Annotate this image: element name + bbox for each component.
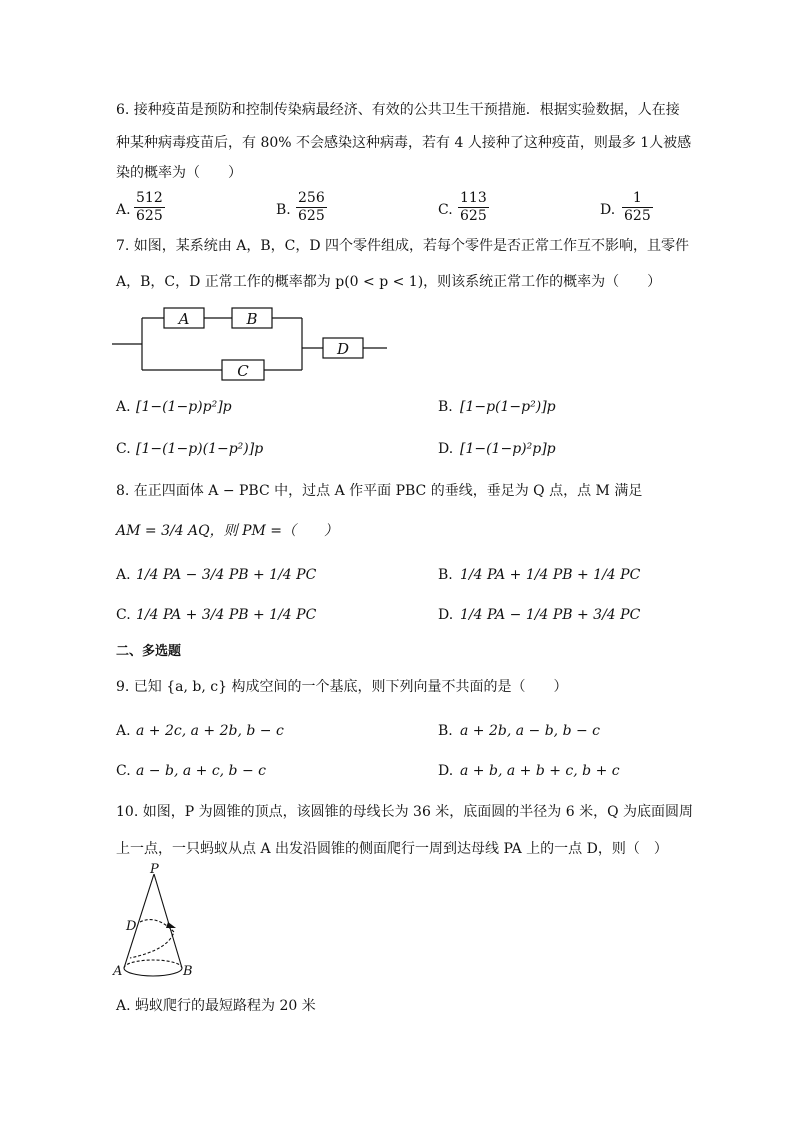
circuit-diagram: [112, 303, 392, 383]
q8-option-c-expr: 1/4 PA + 3/4 PB + 1/4 PC: [136, 607, 317, 623]
q7-option-a-label: A.: [116, 399, 131, 415]
q7-line2: A，B，C，D 正常工作的概率都为 p(0 < p < 1)，则该系统正常工作的概率为（ ）: [116, 274, 662, 290]
q8-option-c-label: C.: [116, 607, 131, 623]
q9-option-a-label: A.: [116, 723, 131, 739]
q7-option-b-expr: [1−p(1−p²)]p: [460, 399, 556, 415]
fraction-numerator: 113: [460, 190, 487, 206]
q6-option-b-fraction: [296, 190, 327, 225]
box-d-label: D: [336, 340, 350, 358]
q6-line2: 种某种病毒疫苗后，有 80% 不会感染这种病毒，若有 4 人接种了这种疫苗，则最多 1人被感: [116, 135, 692, 151]
q8-line2: AM = 3/4 AQ，则 PM =（ ）: [116, 523, 339, 539]
q6-option-a-label: A.: [116, 202, 131, 218]
fraction-numerator: 1: [632, 190, 642, 206]
box-b-label: B: [246, 310, 258, 328]
q6-option-d-fraction: [622, 190, 653, 225]
fraction-denominator: 625: [460, 208, 487, 224]
q6-line3: 染的概率为（ ）: [116, 165, 242, 181]
label-d: D: [126, 919, 137, 934]
q7-option-c-label: C.: [116, 441, 131, 457]
fraction-numerator: 256: [298, 190, 325, 206]
q10-option-a: A. 蚂蚁爬行的最短路程为 20 米: [116, 998, 316, 1014]
q10-line1: 10. 如图，P 为圆锥的顶点，该圆锥的母线长为 36 米，底面圆的半径为 6 米，Q 为底面圆周: [116, 804, 694, 820]
q8-line1: 8. 在正四面体 A − PBC 中，过点 A 作平面 PBC 的垂线，垂足为 Q 点，点 M 满足: [116, 483, 643, 499]
q6-option-a-fraction: [134, 190, 165, 225]
box-a-label: A: [178, 310, 190, 328]
q6-option-b-label: B.: [276, 202, 291, 218]
q6-option-c-label: C.: [438, 202, 453, 218]
fraction-denominator: 625: [136, 208, 163, 224]
q7-option-c-expr: [1−(1−p)(1−p²)]p: [136, 441, 264, 457]
q8-option-b-label: B.: [438, 567, 453, 583]
q6-line1: 6. 接种疫苗是预防和控制传染病最经济、有效的公共卫生干预措施．根据实验数据，人在接: [116, 102, 680, 118]
q9-option-c-expr: a − b, a + c, b − c: [136, 763, 266, 779]
q9-option-d-label: D.: [438, 763, 454, 779]
q7-option-a-expr: [1−(1−p)p²]p: [136, 399, 232, 415]
q9-line1: 9. 已知 {a, b, c} 构成空间的一个基底，则下列向量不共面的是（ ）: [116, 679, 568, 695]
q8-option-d-expr: 1/4 PA − 1/4 PB + 3/4 PC: [460, 607, 641, 623]
q8-option-b-expr: 1/4 PA + 1/4 PB + 1/4 PC: [460, 567, 641, 583]
cone-diagram: [110, 862, 210, 982]
fraction-numerator: 512: [136, 190, 163, 206]
q8-option-a-label: A.: [116, 567, 131, 583]
q6-option-c-fraction: [458, 190, 489, 225]
label-p: P: [150, 862, 159, 877]
fraction-denominator: 625: [624, 208, 651, 224]
fraction-denominator: 625: [298, 208, 325, 224]
label-a: A: [113, 964, 123, 979]
q9-option-d-expr: a + b, a + b + c, b + c: [460, 763, 620, 779]
q9-option-c-label: C.: [116, 763, 131, 779]
box-c-label: C: [237, 362, 249, 380]
q9-option-b-expr: a + 2b, a − b, b − c: [460, 723, 601, 739]
q7-option-b-label: B.: [438, 399, 453, 415]
q7-option-d-expr: [1−(1−p)²p]p: [460, 441, 556, 457]
section-title: 二、多选题: [116, 644, 182, 659]
q8-option-a-expr: 1/4 PA − 3/4 PB + 1/4 PC: [136, 567, 317, 583]
q9-option-b-label: B.: [438, 723, 453, 739]
q9-option-a-expr: a + 2c, a + 2b, b − c: [136, 723, 284, 739]
label-b: B: [183, 964, 193, 979]
q10-line2: 上一点，一只蚂蚁从点 A 出发沿圆锥的侧面爬行一周到达母线 PA 上的一点 D，则（ ）: [116, 841, 668, 857]
q6-option-d-label: D.: [600, 202, 616, 218]
q7-line1: 7. 如图，某系统由 A，B，C，D 四个零件组成，若每个零件是否正常工作互不影响，且零件: [116, 238, 690, 254]
q8-option-d-label: D.: [438, 607, 454, 623]
q7-option-d-label: D.: [438, 441, 454, 457]
